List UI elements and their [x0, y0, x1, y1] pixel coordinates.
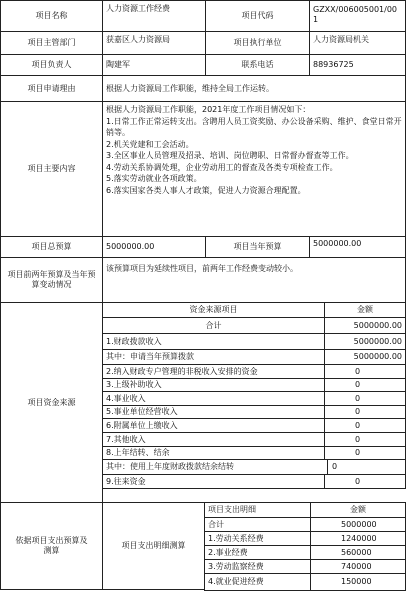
funding-row-amount: 5000000.00 — [324, 317, 406, 334]
content-line: 根据人力资源局工作职能，2021年度工作项目情况如下： — [106, 105, 311, 114]
funding-row-amount: 0 — [327, 459, 406, 475]
expense-row-amount: 740000 — [310, 559, 406, 574]
funding-row-name: 其中：申请当年预算拨款 — [102, 349, 325, 365]
funding-row-name: 2.纳入财政专户管理的非税收入安排的资金 — [102, 364, 325, 379]
funding-row-amount: 0 — [324, 446, 406, 460]
project-name-label: 项目名称 — [0, 0, 103, 32]
expense-row-name: 合计 — [204, 517, 311, 532]
funding-row-amount: 5000000.00 — [324, 349, 406, 365]
content-line: 3.全区事业人员管理及招录、培训、岗位聘职、日常督办督查等工作。 — [106, 151, 354, 160]
content-label: 项目主要内容 — [0, 101, 103, 237]
funding-label: 项目资金来源 — [0, 302, 103, 503]
content-value — [102, 101, 406, 237]
reason-label: 项目申请理由 — [0, 75, 103, 102]
funding-row-amount: 0 — [324, 378, 406, 392]
funding-row-name: 合计 — [102, 317, 325, 334]
funding-row-name: 5.事业单位经营收入 — [102, 405, 325, 419]
funding-row-name: 3.上级补助收入 — [102, 378, 325, 392]
funding-row-amount: 0 — [324, 432, 406, 447]
funding-row-amount: 0 — [324, 391, 406, 406]
expense-row-amount: 1240000 — [310, 531, 406, 546]
expense-col-detail: 项目支出明细 — [204, 502, 311, 518]
year-budget-label: 项目当年预算 — [205, 236, 310, 258]
funding-col-source: 资金来源项目 — [102, 302, 325, 318]
funding-row-name: 1.财政拨款收入 — [102, 333, 325, 350]
funding-row-name: 8.上年结转、结余 — [102, 446, 325, 460]
content-line: 6.落实国家各类人事人才政策，促进人力资源合理配置。 — [106, 185, 306, 195]
funding-row-name: 7.其他收入 — [102, 432, 325, 447]
expense-row-name: 3.劳动监察经费 — [204, 559, 311, 574]
funding-row-amount: 0 — [324, 405, 406, 419]
funding-row-amount: 0 — [324, 474, 406, 489]
project-name-value: 人力资源工作经费 — [102, 0, 206, 32]
funding-row-amount: 5000000.00 — [324, 333, 406, 350]
expense-sub-label: 项目支出明细测算 — [102, 502, 205, 590]
content-line: 5.落实劳动就业各项政策。 — [106, 174, 202, 183]
project-code-label: 项目代码 — [205, 0, 310, 32]
funding-row-name: 9.往来资金 — [102, 474, 325, 489]
dept-value: 获嘉区人力资源局 — [102, 31, 206, 55]
expense-row-amount: 5000000 — [310, 517, 406, 532]
year-budget-value: 5000000.00 — [309, 236, 406, 258]
content-line: 2.机关党建和工会活动。 — [106, 139, 194, 149]
funding-col-amount: 金额 — [324, 302, 406, 318]
project-code-value: GZXX/006005001/001 — [309, 0, 406, 32]
expense-col-amount: 金额 — [310, 502, 406, 518]
expense-row-name: 1.劳动关系经费 — [204, 531, 311, 546]
exec-unit-value: 人力资源局机关 — [309, 31, 406, 55]
change-value: 该预算项目为延续性项目，前两年工作经费变动较小。 — [102, 257, 406, 303]
change-label: 项目前两年预算及当年预算变动情况 — [0, 257, 103, 303]
phone-value: 88936725 — [309, 54, 406, 76]
expense-row-amount: 150000 — [310, 573, 406, 591]
funding-row-name: 4.事业收入 — [102, 391, 325, 406]
total-budget-value: 5000000.00 — [102, 236, 206, 258]
leader-value: 陶建军 — [102, 54, 206, 76]
total-budget-label: 项目总预算 — [0, 236, 103, 258]
funding-row-name: 其中：使用上年度财政拨款结余结转 — [102, 459, 328, 475]
expense-row-name: 2.事业经费 — [204, 545, 311, 560]
expense-row-name: 4.就业促进经费 — [204, 573, 311, 591]
content-line: 4.劳动关系协调处理，企业劳动用工的督查及各类专项检查工作。 — [106, 162, 338, 172]
expense-row-amount: 560000 — [310, 545, 406, 560]
content-line: 1.日常工作正常运转支出。含聘用人员工资奖励、办公设备采购、维护、食堂日常开销等。 — [106, 116, 402, 137]
reason-value: 根据人力资源局工作职能，维持全局工作运转。 — [102, 75, 406, 102]
expense-label: 依据项目支出预算及测算 — [0, 502, 103, 590]
funding-row-name: 6.附属单位上缴收入 — [102, 418, 325, 433]
funding-row-amount: 0 — [324, 418, 406, 433]
funding-row-amount: 0 — [324, 364, 406, 379]
exec-unit-label: 项目执行单位 — [205, 31, 310, 55]
leader-label: 项目负责人 — [0, 54, 103, 76]
dept-label: 项目主管部门 — [0, 31, 103, 55]
phone-label: 联系电话 — [205, 54, 310, 76]
